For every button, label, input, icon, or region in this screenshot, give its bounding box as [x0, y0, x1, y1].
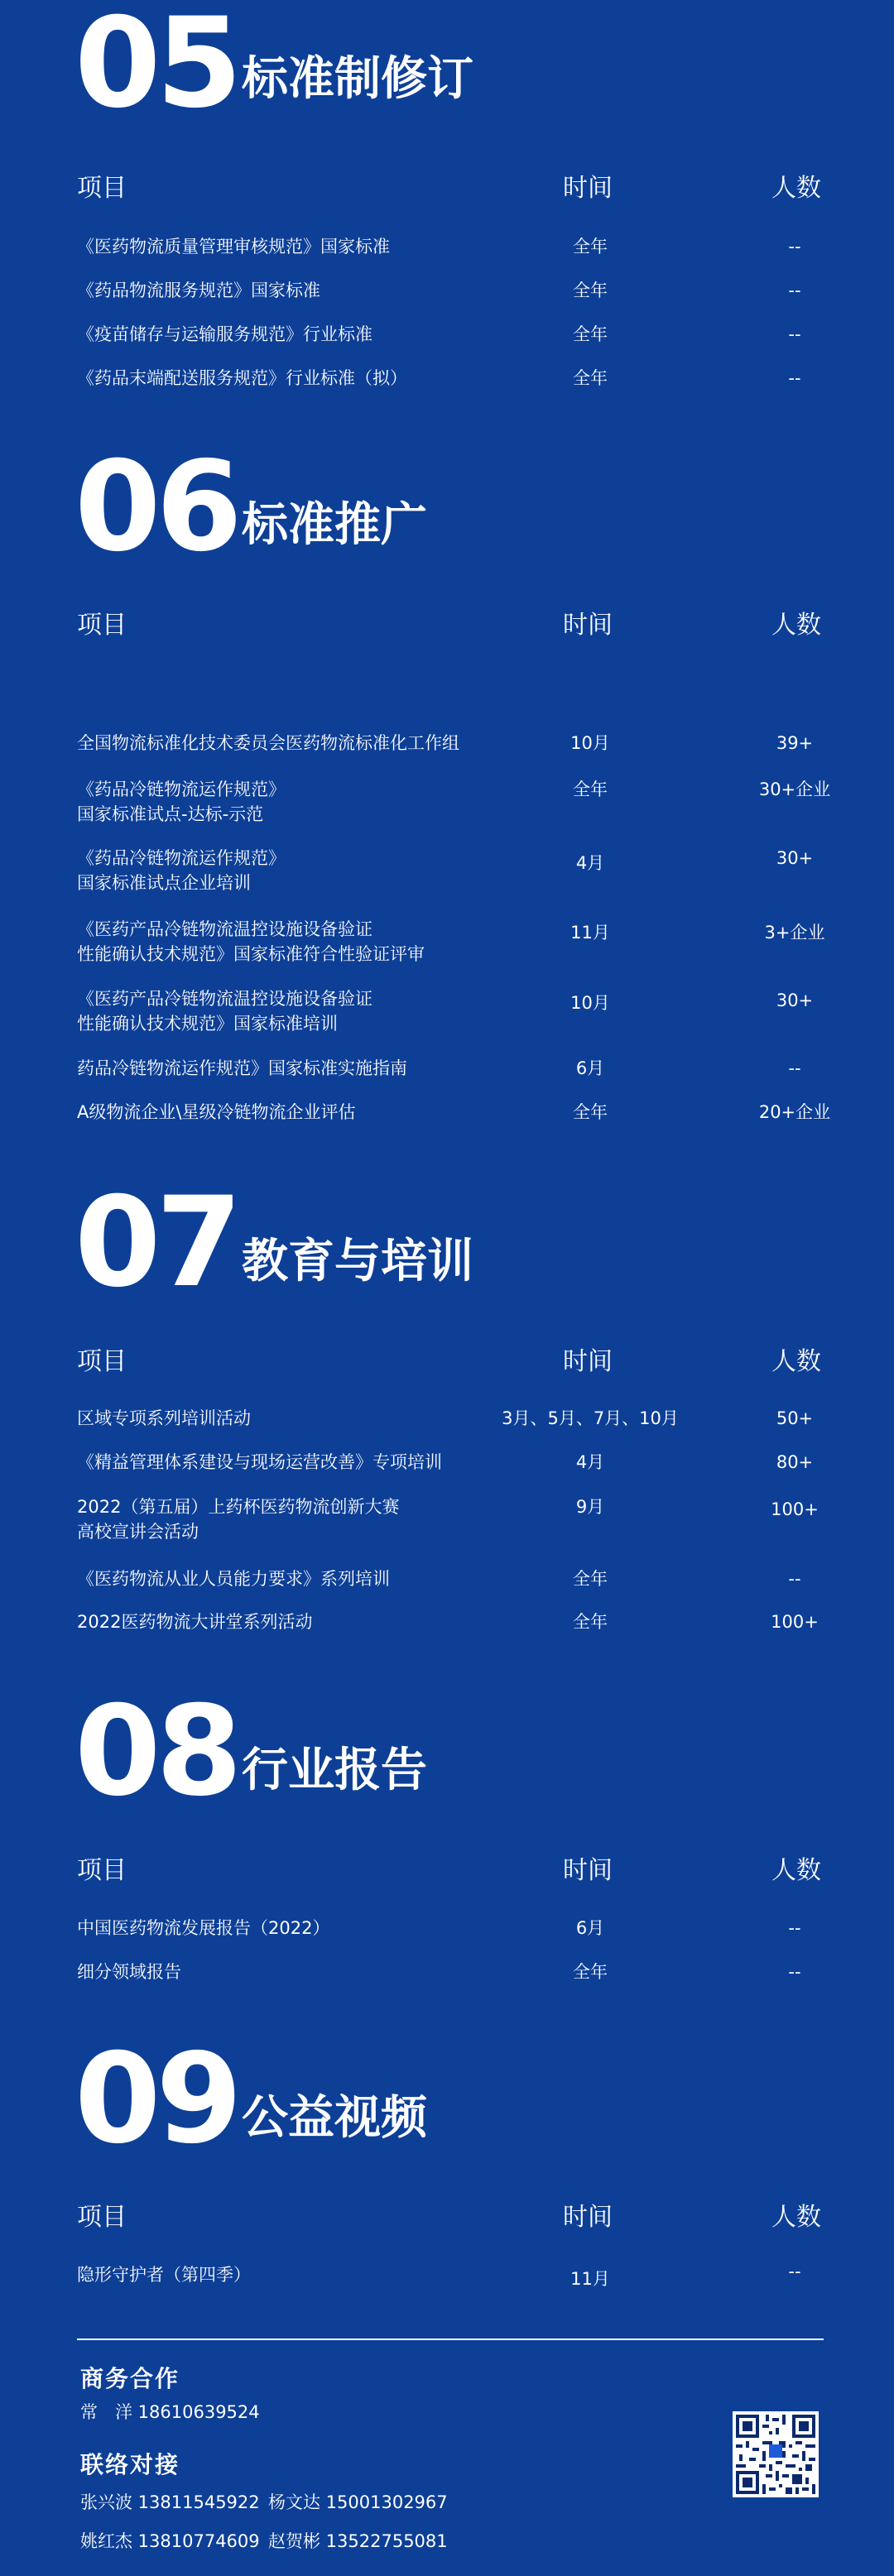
- item-cell: 《医药产品冷链物流温控设施设备验证: [77, 919, 372, 939]
- item-cell: 中国医药物流发展报告（2022）: [77, 1918, 330, 1938]
- time-cell: 6月: [575, 1918, 605, 1938]
- section-title: 公益视频: [242, 2091, 427, 2145]
- business-contact: 常 洋 18610639524: [80, 2402, 260, 2422]
- item-cell: 《医药产品冷链物流温控设施设备验证: [77, 989, 372, 1009]
- time-cell: 全年: [573, 324, 608, 344]
- section-title: 行业报告: [242, 1744, 427, 1797]
- people-cell: --: [788, 368, 801, 388]
- header-people: 人数: [771, 2203, 821, 2232]
- liaison-contact: 赵贺彬 13522755081: [268, 2531, 448, 2551]
- time-cell: 9月: [575, 1497, 605, 1517]
- people-cell: 30+企业: [758, 780, 831, 799]
- header-people: 人数: [771, 611, 821, 640]
- item-cell-line2: 性能确认技术规范》国家标准培训: [77, 1014, 338, 1034]
- header-item: 项目: [77, 1856, 127, 1885]
- item-cell: 2022（第五届）上药杯医药物流创新大赛: [77, 1497, 400, 1517]
- liaison-contact: 姚红杰 13810774609: [80, 2531, 260, 2551]
- time-cell: 11月: [570, 2269, 610, 2289]
- header-item: 项目: [77, 1347, 127, 1376]
- time-cell: 全年: [573, 281, 608, 300]
- time-cell: 全年: [573, 1612, 608, 1632]
- people-cell: --: [788, 1569, 801, 1589]
- footer-divider: [77, 2339, 824, 2340]
- section-number: 08: [74, 1680, 238, 1824]
- section-title: 标准制修订: [242, 52, 473, 106]
- item-cell: 《药品末端配送服务规范》行业标准（拟）: [77, 368, 407, 388]
- header-time: 时间: [563, 611, 613, 640]
- time-cell: 全年: [573, 1102, 608, 1122]
- item-cell: 《精益管理体系建设与现场运营改善》专项培训: [77, 1452, 442, 1472]
- header-time: 时间: [563, 1856, 613, 1885]
- item-cell: 《药品冷链物流运作规范》: [77, 780, 286, 799]
- people-cell: 39+: [776, 733, 814, 753]
- time-cell: 全年: [573, 237, 608, 257]
- item-cell: A级物流企业\星级冷链物流企业评估: [77, 1102, 356, 1122]
- item-cell-line2: 国家标准试点企业培训: [77, 873, 251, 893]
- header-people: 人数: [771, 1856, 821, 1885]
- item-cell: 药品冷链物流运作规范》国家标准实施指南: [77, 1058, 407, 1078]
- section-number: 07: [74, 1171, 238, 1315]
- item-cell: 《药品冷链物流运作规范》: [77, 848, 286, 868]
- time-cell: 全年: [573, 368, 608, 388]
- header-time: 时间: [563, 2203, 613, 2232]
- section-title: 教育与培训: [242, 1235, 473, 1288]
- item-cell-line2: 高校宣讲会活动: [77, 1522, 199, 1542]
- liaison-contact: 杨文达 15001302967: [268, 2492, 448, 2512]
- item-cell: 《疫苗储存与运输服务规范》行业标准: [77, 324, 372, 344]
- qr-code-icon: [733, 2411, 819, 2497]
- section-number: 05: [74, 0, 238, 136]
- people-cell: --: [788, 324, 801, 344]
- people-cell: --: [788, 2262, 801, 2281]
- people-cell: 3+企业: [764, 923, 825, 943]
- people-cell: --: [788, 1962, 801, 1982]
- people-cell: 30+: [776, 848, 814, 868]
- time-cell: 10月: [570, 733, 610, 753]
- item-cell: 细分领域报告: [77, 1962, 181, 1982]
- time-cell: 全年: [573, 1962, 608, 1982]
- business-cooperation-title: 商务合作: [80, 2365, 180, 2392]
- time-cell: 全年: [573, 1569, 608, 1589]
- header-people: 人数: [771, 174, 821, 203]
- header-time: 时间: [563, 174, 613, 203]
- people-cell: 50+: [776, 1408, 814, 1428]
- section-title: 标准推广: [242, 498, 427, 552]
- item-cell-line2: 国家标准试点-达标-示范: [77, 804, 264, 824]
- people-cell: 20+企业: [758, 1102, 831, 1122]
- people-cell: --: [788, 1058, 801, 1078]
- time-cell: 6月: [575, 1058, 605, 1078]
- people-cell: --: [788, 237, 801, 257]
- header-item: 项目: [77, 2203, 127, 2232]
- people-cell: 30+: [776, 991, 814, 1010]
- item-cell: 2022医药物流大讲堂系列活动: [77, 1612, 313, 1632]
- people-cell: --: [788, 281, 801, 300]
- people-cell: 100+: [771, 1499, 819, 1519]
- time-cell: 11月: [570, 923, 610, 943]
- section-number: 09: [74, 2027, 238, 2171]
- item-cell: 《医药物流从业人员能力要求》系列培训: [77, 1569, 390, 1589]
- people-cell: --: [788, 1918, 801, 1938]
- time-cell: 全年: [573, 780, 608, 799]
- people-cell: 80+: [776, 1452, 814, 1472]
- item-cell-line2: 性能确认技术规范》国家标准符合性验证评审: [77, 944, 425, 964]
- time-cell: 10月: [570, 993, 610, 1013]
- time-cell: 4月: [575, 853, 605, 873]
- item-cell: 区域专项系列培训活动: [77, 1408, 251, 1428]
- header-time: 时间: [563, 1347, 613, 1376]
- item-cell: 隐形守护者（第四季）: [77, 2265, 251, 2285]
- header-people: 人数: [771, 1347, 821, 1376]
- liaison-title: 联络对接: [80, 2451, 180, 2478]
- time-cell: 4月: [575, 1452, 605, 1472]
- item-cell: 全国物流标准化技术委员会医药物流标准化工作组: [77, 733, 459, 753]
- item-cell: 《医药物流质量管理审核规范》国家标准: [77, 237, 390, 257]
- people-cell: 100+: [771, 1612, 819, 1632]
- liaison-contact: 张兴波 13811545922: [80, 2492, 260, 2512]
- header-item: 项目: [77, 174, 127, 203]
- header-item: 项目: [77, 611, 127, 640]
- time-cell: 3月、5月、7月、10月: [502, 1408, 679, 1428]
- item-cell: 《药品物流服务规范》国家标准: [77, 281, 320, 300]
- section-number: 06: [74, 435, 238, 579]
